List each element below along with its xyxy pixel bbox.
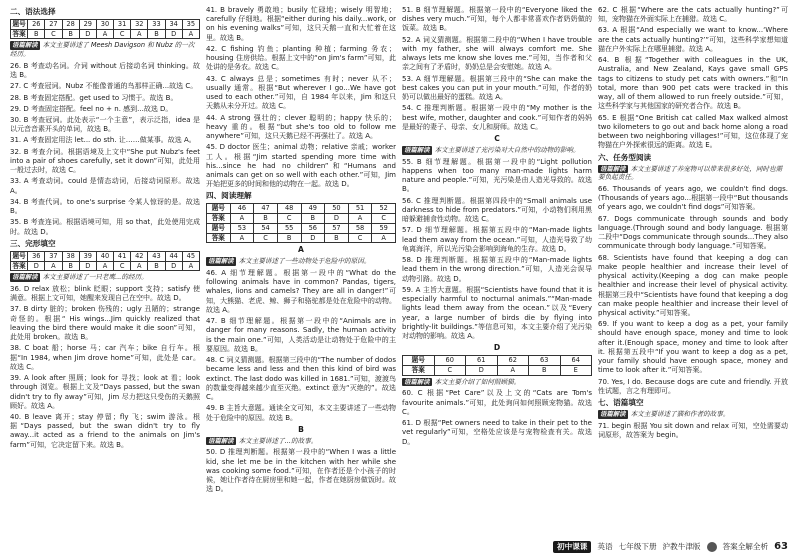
answer-item: 50. D 推理判断题。根据第一段中的“When I was a little kid, she let me be in the kitchen with her while she was cooking some food.”可知，在作者还是个小孩子的时候，她让作者待在厨房里和她一起，作者在她厨房做饭时。故选 D。: [206, 448, 396, 494]
table-cell: 26: [28, 20, 45, 30]
passage-intro: 本文主要讲述了养宠物可以带来很多好处，同时也需要负起责任。: [598, 164, 783, 182]
table-cell: B: [301, 214, 325, 224]
page-footer: [0, 536, 800, 558]
table-cell: 57: [325, 223, 349, 233]
answer-item: 57. D 细节理解题。根据第五段中的“Man-made lights lead them away from the ocean.”可知，人造光导致了幼龟离海洋，所以光污染会影响到海龟的生存。故选 D。: [402, 226, 592, 253]
column-4: [598, 6, 788, 540]
answer-item: 67. Dogs communicate through sounds and body language.(Through sound and body language. 根据第二段中“Dogs communicate through sounds...They also communicate through body language.”可知答案。: [598, 214, 788, 251]
answer-key-label: 答案全解全析: [722, 541, 769, 551]
answer-table-3: 题号 46 47 48 49 50 51 52 答案 A B C B D A C 题号 53 54 55 56 57 58 59 答案 A C B D B C A: [206, 203, 396, 243]
answer-item: 30. B 考查冠词。此处表示“一个主意”，表示泛指，idea 是以元音音素开头的单词，故选 B。: [10, 116, 200, 134]
table-cell: 41: [114, 251, 131, 261]
table-cell: 50: [325, 204, 349, 214]
page-number: 63: [774, 541, 788, 553]
section-heading: 四、阅读理解: [206, 191, 252, 201]
table-cell: D: [466, 365, 498, 375]
table-cell: 49: [301, 204, 325, 214]
tag-icon: 语篇解读: [600, 410, 626, 419]
answer-list: [598, 6, 788, 151]
table-cell: C: [434, 365, 466, 375]
table-cell: 40: [96, 251, 113, 261]
table-cell: A: [230, 214, 254, 224]
tag-icon: 语篇解读: [208, 436, 234, 445]
table-cell: 45: [182, 251, 199, 261]
passage-intro: 本文主要讲述了一只老鹰...的经历。: [42, 273, 148, 282]
answer-item: 27. C 考查冠词。Nubz 不能像普通的鸟那样正确...故选 C。: [10, 82, 198, 91]
answer-item: 45. D doctor 医生；animal 动物；relative 亲戚；worker 工人。根据“Jim started spending more time with his...since he had no children”和“Humans and animals can get on so well with each other.”可知，Jim 开始把更多的时间和他的动物在一起。故选 D。: [206, 143, 396, 189]
table-cell: A: [96, 261, 113, 271]
table-cell: 59: [372, 223, 396, 233]
table-cell: C: [114, 29, 131, 39]
table-cell: 64: [560, 356, 592, 366]
answer-item: 63. A 根据“And especially we want to know...‘Where are the cats actually hunting?’”可知，这些科学家想知道猫在户外实际上在哪里捕猎。故选 A。: [598, 26, 788, 53]
answer-item: 61. D 根据“Pet owners need to take in their pet to the vet regularly”可知，空格处应该是与宠物检查有关。故选 D。: [402, 419, 592, 446]
answer-item: 65. E 根据“One British cat called Max walked almost two kilometers to go out and back home along a road between two neighboring villages!”可知，这位体现了宠物猫在户外探索很远的距离。故选 E。: [598, 113, 788, 150]
subject-label: 英语: [597, 541, 613, 551]
table-cell: A: [45, 261, 62, 271]
table-cell: B: [277, 233, 301, 243]
tag-icon: 语篇解读: [12, 41, 38, 50]
table-cell: 31: [114, 20, 131, 30]
answer-list: [598, 422, 788, 440]
answer-item: 46. A 细节理解题。根据第一段中的“What do the following animals have in common? Pandas, tigers, whales, lions and camels? They are all in danger!”可知，大熊猫、老虎、鲸、狮子和骆驼都是处在危险中的动物。故选 A。: [206, 269, 396, 314]
answer-item: 41. B bravely 勇敢地；busily 忙碌地；wisely 明智地；carefully 仔细地。根据“either during his daily...work, or on his evening walks”可知，这只天鹅一直和大忙着在这里。故选 B。: [206, 6, 396, 42]
tag-icon: 语篇解读: [404, 146, 430, 155]
answer-item: 35. B 考查连词。根据语境可知，用 so that，此处使用完成时。故选 D。: [10, 218, 200, 236]
table-cell: 60: [434, 356, 466, 366]
column-2: [206, 6, 396, 540]
passage-intro: 本文主要讲述了光污染对大自然中的动物的影响。: [434, 146, 580, 155]
table-cell: A: [372, 233, 396, 243]
table-cell: 39: [79, 251, 96, 261]
table-cell: 28: [62, 20, 79, 30]
answer-item: 58. D 推理判断题。根据第五段中的“Man-made lights lead them in the wrong direction.”可知，人造光会误导动物引路。故选 D。: [402, 256, 592, 283]
answer-item: 59. A 主旨大意题。根据“Scientists have found that it is especially harmful to nocturnal animals.”“Man-made lights lead them away from the ocean.”以及“Every year, a large number of birds die by flying into brightly-lit buildings.”等信息可知，本文主要介绍了光污染对动物的影响。故选 A。: [402, 285, 592, 340]
answer-list: [402, 389, 592, 446]
tag-icon: 语篇解读: [12, 273, 38, 282]
table-cell: A: [131, 261, 148, 271]
table-cell: 30: [96, 20, 113, 30]
table-cell: A: [182, 261, 199, 271]
table-cell: C: [372, 214, 396, 224]
table-cell: C: [348, 233, 372, 243]
table-cell: 38: [62, 251, 79, 261]
answer-table-1: 题号 26 27 28 29 30 31 32 33 34 35 答案 B C B D A C A B D A: [10, 19, 200, 39]
answer-item: 34. B 考查代词。to one's surprise 令某人惊讶的是。故选 B。: [10, 197, 200, 216]
table-cell: 63: [529, 356, 561, 366]
table-cell: 44: [165, 251, 182, 261]
table-cell: 42: [131, 251, 148, 261]
answer-item: 49. B 主旨大意题。通读全文可知，本文主要讲述了一些动物处于危险中的原因。故选 B。: [206, 404, 396, 422]
columns: [10, 6, 790, 540]
table-cell: 27: [45, 20, 62, 30]
section-heading: 三、完形填空: [10, 238, 56, 248]
section-heading: 七、语篇填空: [598, 398, 644, 408]
table-cell: B: [529, 365, 561, 375]
column-3: [402, 6, 592, 540]
table-cell: A: [497, 365, 529, 375]
answer-item: 56. C 推理判断题。根据第四段中的“Small animals use darkness to hide from predators.”可知，小动物们利用黑暗躲避捕食性动物。故选 C。: [402, 196, 592, 224]
answer-table-2: 题号 36 37 38 39 40 41 42 43 44 45 答案 D A B D A C A B D A: [10, 251, 200, 271]
table-cell: 34: [165, 20, 182, 30]
table-cell: C: [45, 29, 62, 39]
table-cell: 36: [28, 251, 45, 261]
answer-item: 53. A 细节理解题。根据第三段中的“She can make the best cakes you can put in your mouth.”可知，作者的奶奶可以做出最好的蛋糕。故选 A。: [402, 74, 592, 102]
edition-label: 沪教牛津版: [662, 541, 701, 551]
table-cell: D: [165, 261, 182, 271]
table-cell: 29: [79, 20, 96, 30]
table-cell: B: [28, 29, 45, 39]
answer-list: [206, 269, 396, 423]
answer-item: 47. B 细节理解题。根据第一段中的“Animals are in danger for many reasons. Sadly, the human activity is the main one.”可知，人类活动是让动物处于危险中的主要原因。故选 B。: [206, 317, 396, 353]
answer-item: 26. B 考查动名词。介词 without 后接动名词 thinking。故选 B。: [10, 61, 200, 80]
passage-intro: 本文主要讲述了 Meesh Davigson 和 Nubz 的一次经历。: [10, 41, 195, 59]
table-cell: 48: [277, 204, 301, 214]
table-cell: A: [230, 233, 254, 243]
table-cell: B: [148, 29, 165, 39]
answer-item: 70. Yes, I do. Because dogs are cute and friendly. 开放性试题，言之有理即可。: [598, 377, 788, 395]
answer-item: 71. begin 根据 You sit down and relax 可知，空处需要动词原形，故答案为 begin。: [598, 421, 788, 440]
table-cell: D: [79, 261, 96, 271]
answer-item: 55. B 细节理解题。根据第一段中的“Light pollution happens when too many man-made lights harm nature and people.”可知，光污染是由人造光导致的。故选 B。: [402, 157, 592, 194]
answer-list: [10, 285, 200, 450]
table-cell: 43: [148, 251, 165, 261]
answer-item: 68. Scientists have found that keeping a dog can make people healthier and increase their level of physical activity.(Keeping a dog can make people healthier and increase their level of physical activity. 根据第三段中“Scientists have found that keeping a dog can make people healthier and increase their level of physical activity.”可知答案。: [598, 253, 788, 317]
table-cell: 32: [131, 20, 148, 30]
table-cell: 46: [230, 204, 254, 214]
table-cell: B: [62, 29, 79, 39]
section-heading: 六、任务型阅读: [598, 152, 652, 162]
answer-item: 69. If you want to keep a dog as a pet, your family should have enough space, money and time to look after it.(Enough space, money and time to look after it. 根据第五段中“If you want to keep a dog as a pet, your family should have enough space, money and time to look after it.”可知答案。: [598, 320, 788, 375]
answer-item: 62. C 根据“Where are the cats actually hunting?”可知，宠物猫在外面实际上在捕猎。故选 C。: [598, 6, 788, 24]
table-cell: E: [560, 365, 592, 375]
passage-letter: A: [298, 245, 304, 255]
passage-intro: 本文主要讲述了猫和作者的故事。: [630, 410, 730, 419]
answer-item: 48. C 词义猜测题。根据第三段中的“The number of dodos became less and less and then this kind of bird was extinct. The last dodo was killed in 1681.”可知，渡渡鸟的数量变得越来越少直至灭绝。extinct 意为“灭绝的”。故选 C。: [206, 356, 396, 402]
table-cell: A: [348, 214, 372, 224]
table-cell: 54: [254, 223, 278, 233]
answer-item: 43. C always 总是；sometimes 有时；never 从不；usually 通常。根据“But wherever I go...We have got used to each other.”可知，自 1984 年以来，Jim 和这只天鹅从未分开过。故选 C。: [206, 74, 396, 111]
answer-item: 28. B 考查固定搭配。get used to 习惯于。故选 B。: [10, 93, 178, 102]
answer-item: 51. B 细节理解题。根据第一段中的“Everyone liked the dishes very much.”可知，每个人都非常喜欢作者奶奶做的饭菜。故选 B。: [402, 6, 592, 33]
answer-table-4: 题号 60 61 62 63 64 答案 C D A B E: [402, 355, 592, 375]
table-cell: 33: [148, 20, 165, 30]
table-cell: B: [254, 214, 278, 224]
table-cell: D: [301, 233, 325, 243]
answer-item: 29. D 考查固定搭配。feel no + n. 感到...故选 D。: [10, 104, 173, 113]
answer-list: [206, 6, 396, 189]
table-cell: A: [131, 29, 148, 39]
tag-icon: 语篇解读: [208, 257, 234, 266]
table-cell: C: [254, 233, 278, 243]
passage-intro: 本文主要讲述了一些动物处于危险中的原因。: [238, 257, 371, 266]
table-cell: B: [325, 233, 349, 243]
passage-letter: B: [298, 424, 304, 434]
answer-item: 40. B leave 离开；stay 停留；fly 飞；swim 游泳。根据“Days passed, but the swan didn't try to fly away...it acted as a friend to the animals on Jim's farm”可知，它决定留下来。故选 B。: [10, 412, 200, 449]
answer-list: [10, 62, 200, 237]
passage-intro: 本文主要介绍了如何照顾猫。: [434, 377, 521, 386]
table-cell: D: [325, 214, 349, 224]
table-cell: D: [79, 29, 96, 39]
table-cell: B: [62, 261, 79, 271]
answer-item: 39. A look after 照顾；look for 寻找；look at 看；look through 浏览。根据上文及“Days passed, but the swan didn't try to fly away”可知，Jim 尽力把这只受伤的天鹅照顾好。故选 A。: [10, 374, 200, 410]
table-cell: 62: [497, 356, 529, 366]
passage-letter: C: [494, 134, 500, 144]
answer-item: 64. B 根据“Together with colleagues in the UK, Australia, and New Zealand, Kays gave small GPS tags to citizens to study pet cats with owners.”和“In total, more than 900 pet cats were tracked in this way, all of them allowed to run freely outside.”可知，这些科学家与其他国家的研究者合作。故选 B。: [598, 56, 788, 111]
table-cell: 37: [45, 251, 62, 261]
table-cell: 55: [277, 223, 301, 233]
tag-icon: 语篇解读: [600, 164, 626, 173]
table-cell: D: [28, 261, 45, 271]
table-cell: 61: [466, 356, 498, 366]
section-heading: 二、语法选择: [10, 7, 56, 16]
table-cell: 51: [348, 204, 372, 214]
answer-item: 36. D relax 放松；blink 眨眼；support 支持；satisfy 使满意。根据上文可知，她醒来发现自己在空中。故选 D。: [10, 284, 200, 303]
table-cell: 53: [230, 223, 254, 233]
answer-item: 52. A 词义猜测题。根据第二段中的“When I have trouble with my father, she will always comfort me. She always lets me know she loves me.”可知，当作者和父亲之间有了矛盾时，奶奶总是会安慰她。故选 A。: [402, 35, 592, 72]
table-cell: B: [148, 261, 165, 271]
column-1: [10, 6, 200, 540]
brand-label: 初中课课: [553, 541, 591, 553]
answer-item: 60. C 根据“Pet Care”以及上文的“Cats are Tom's favourite animals.”可知，此处询问如何照顾宠物猫。故选 C。: [402, 389, 592, 416]
answer-item: 54. C 推理判断题。根据第一段中的“My mother is the best wife, mother, daughter and cook.”可知作者的妈妈是最好的妻子、母亲、女儿和厨师。故选 C。: [402, 104, 592, 131]
table-cell: A: [96, 29, 113, 39]
answer-item: 33. A 考查动词。could 是情态动词，后接动词原形。故选 A。: [10, 177, 200, 195]
table-cell: 58: [348, 223, 372, 233]
passage-intro: 本文主要讲述了...的故事。: [238, 436, 318, 445]
table-cell: C: [114, 261, 131, 271]
answer-item: 37. B dirty 脏的；broken 伤残的；ugly 丑陋的；strange 奇怪的。根据“ His wings...Jim quickly realized that leaving the bird there would make it die soon”可知，此处用 broken。故选 B。: [10, 305, 200, 342]
circle-icon: [707, 542, 717, 552]
answer-item: 42. C fishing 钓鱼；planting 种植；farming 务农；housing 住房供给。根据上文中的“on Jim's farm”可知，此处讲的是务农。故选 C。: [206, 44, 396, 72]
answer-item: 44. A strong 强壮的；clever 聪明的；happy 快乐的；heavy 重的。根据“but she's too old to follow me anywhere”可知，这只天鹅已经不再强壮了。故选 A。: [206, 113, 396, 141]
answer-item: 32. B 考查介词。根据语境及上文中“She put Nubz's feet into a pair of shoes carefully, set it down”可知，此处用一般过去时，故选 C。: [10, 147, 200, 175]
answer-list: [402, 158, 592, 341]
table-cell: 47: [254, 204, 278, 214]
answer-list: [598, 185, 788, 396]
answer-item: 38. C boat 船；horse 马；car 汽车；bike 自行车。根据“In 1984, when Jim drove home”可知，此处是 car。故选 C。: [10, 344, 200, 371]
tag-icon: 语篇解读: [404, 377, 430, 386]
table-cell: 35: [182, 20, 199, 30]
answer-list: [206, 448, 396, 494]
table-cell: A: [182, 29, 199, 39]
grade-label: 七年级下册: [618, 541, 657, 551]
answer-list: [402, 6, 592, 132]
table-cell: C: [277, 214, 301, 224]
answer-item: 66. Thousands of years ago, we couldn't find dogs.(Thousands of years ago...根据第一段中“But thousands of years ago, we couldn't find dogs”可知答案。: [598, 184, 788, 212]
passage-letter: D: [493, 343, 501, 353]
answer-item: 31. A 考查固定用法 let... do sth. 让……做某事。故选 A。: [10, 136, 196, 145]
table-cell: 52: [372, 204, 396, 214]
table-cell: 56: [301, 223, 325, 233]
table-cell: D: [165, 29, 182, 39]
